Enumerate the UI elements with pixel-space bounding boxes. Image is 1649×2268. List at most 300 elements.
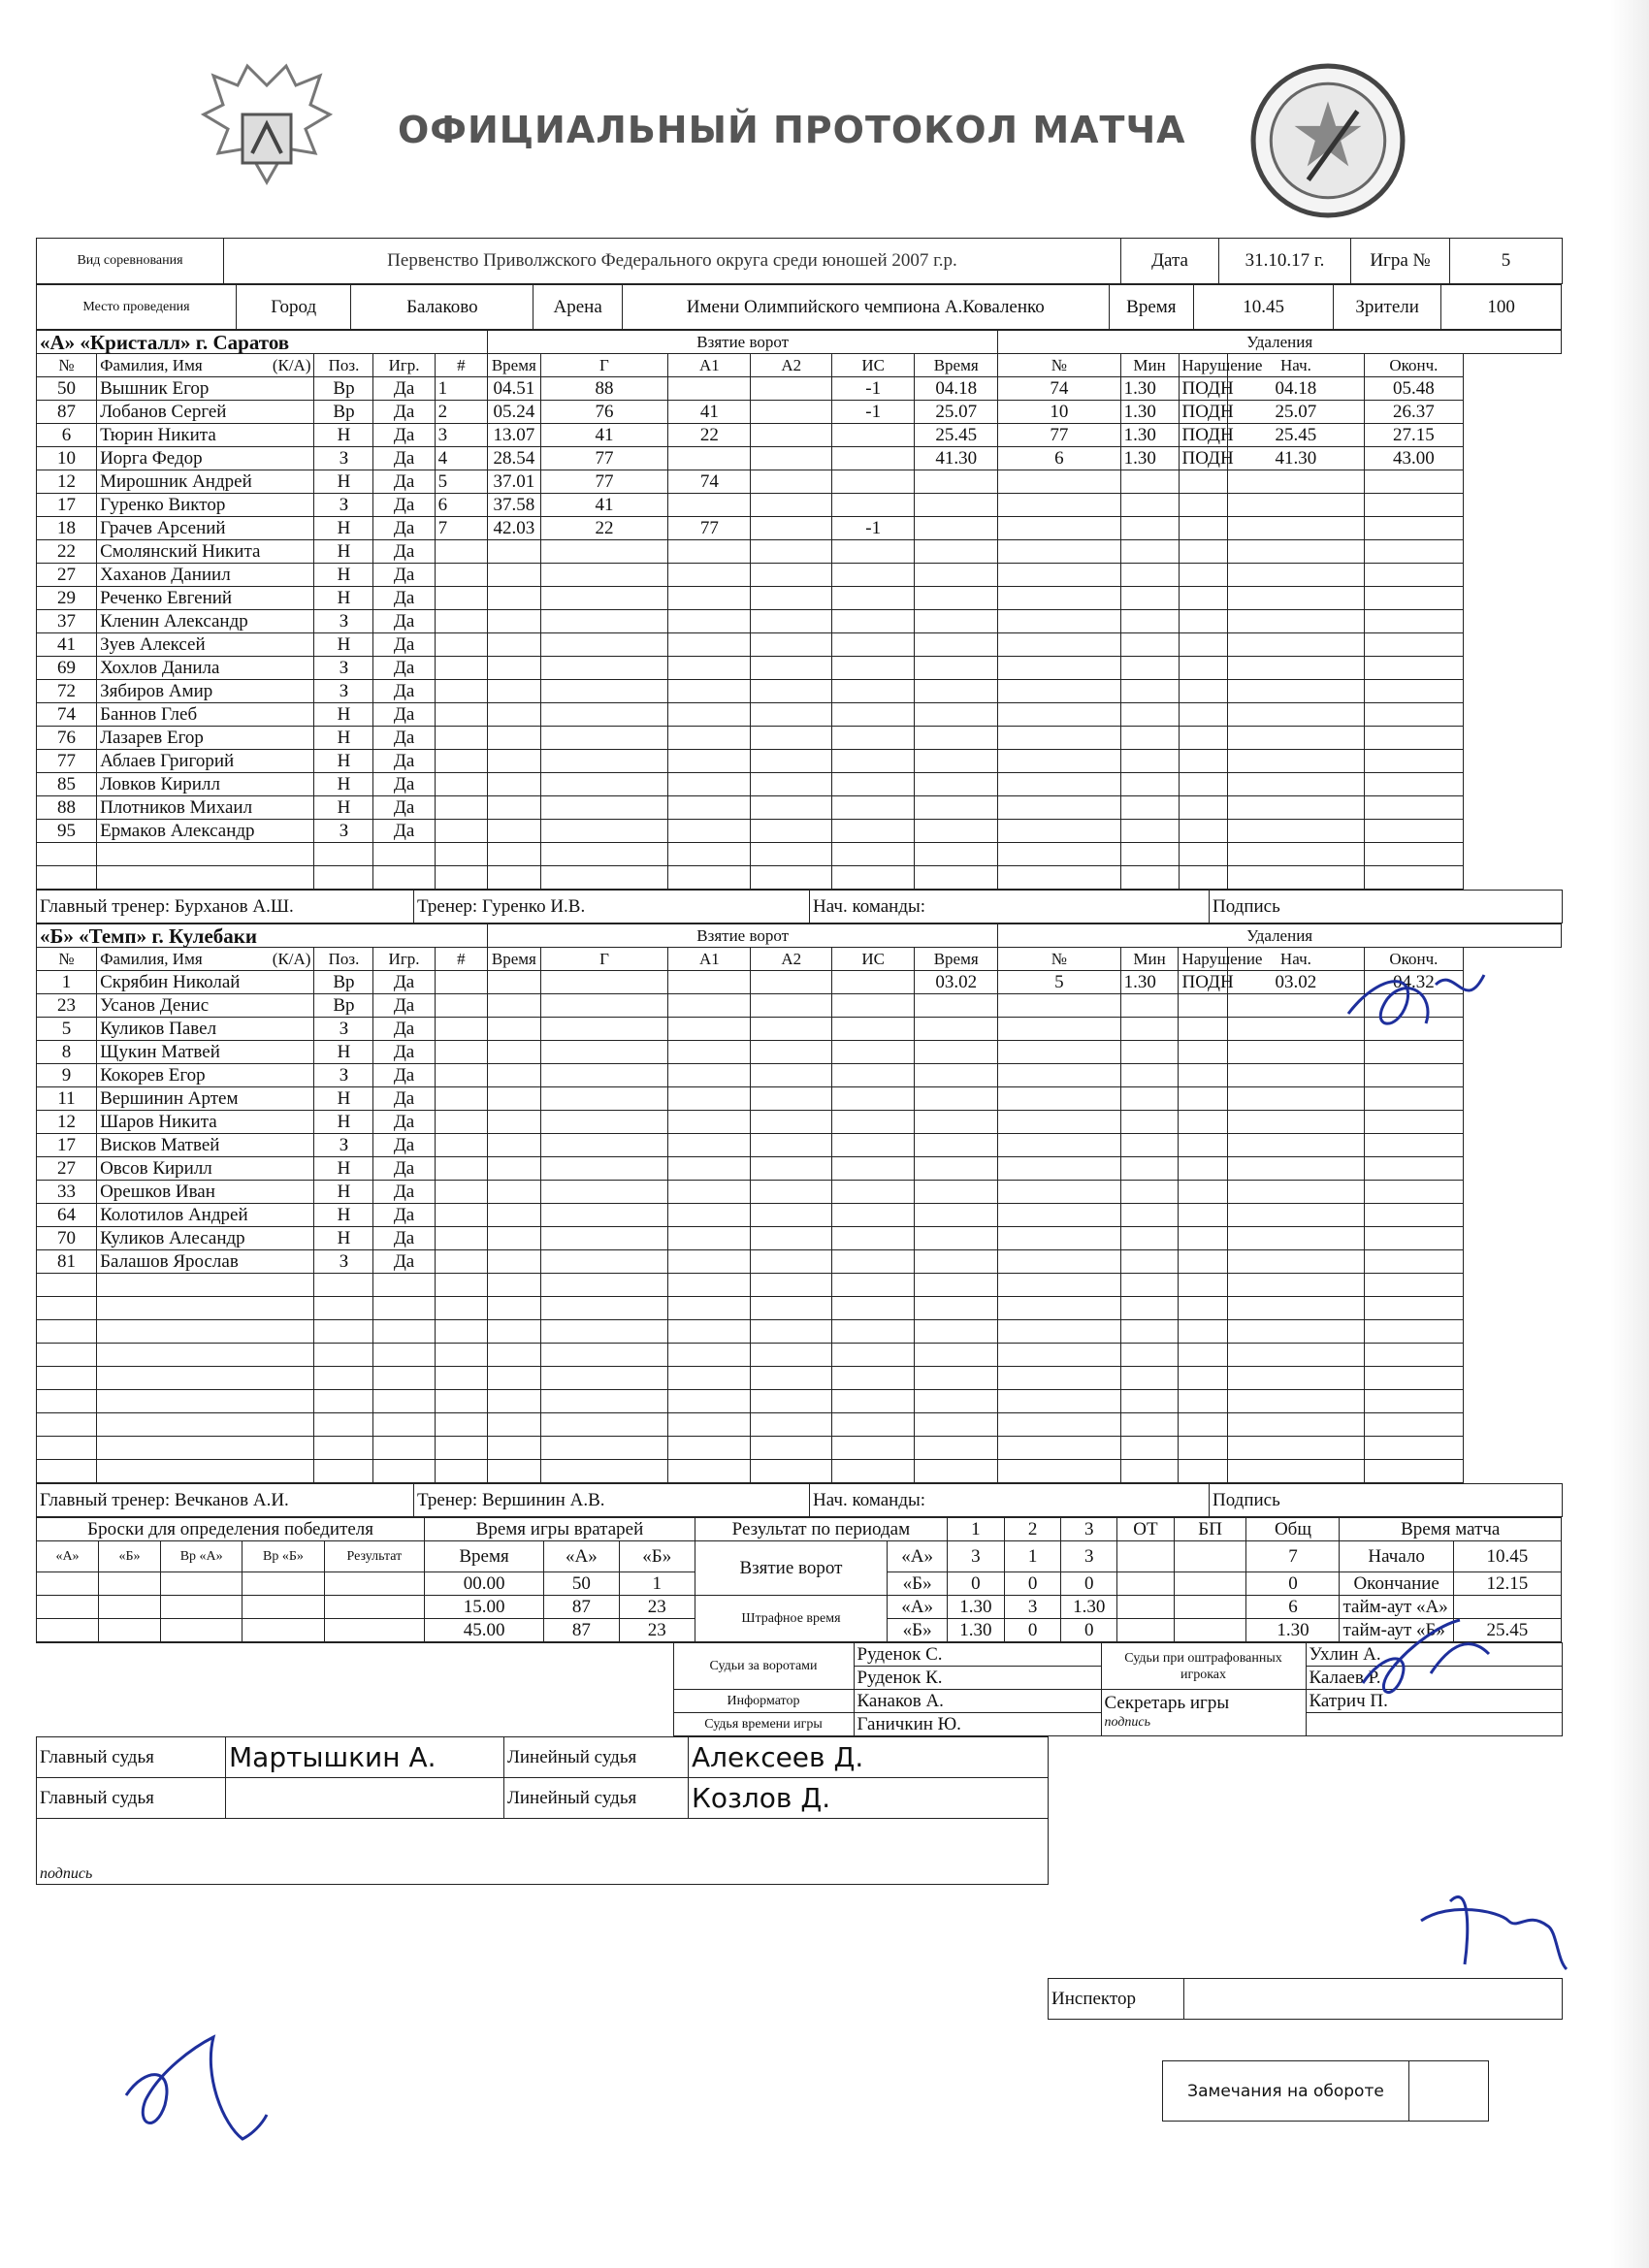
player-played [373, 843, 435, 866]
player-played: Да [373, 540, 435, 564]
team-a-table [36, 330, 1562, 890]
goal-a1 [668, 1018, 751, 1041]
main-referee-1-label: Главный судья [37, 1737, 226, 1778]
goal-time [488, 1413, 540, 1437]
player-pos: З [314, 1064, 373, 1087]
so-cell [37, 1572, 99, 1596]
goal-num [435, 994, 488, 1018]
goal-num [435, 540, 487, 564]
table-row [37, 680, 1562, 703]
inspector-label: Инспектор [1049, 1979, 1184, 2020]
so-cell [99, 1596, 161, 1619]
goal-num [435, 796, 487, 820]
goal-a2 [751, 1367, 832, 1390]
pen-min [1120, 1204, 1179, 1227]
player-name: Щукин Матвей [97, 1041, 314, 1064]
pen-start [1227, 820, 1365, 843]
table-row [37, 1250, 1562, 1274]
player-name [97, 866, 314, 890]
pen-end [1365, 610, 1463, 633]
goal-time [488, 540, 540, 564]
so-cell [242, 1619, 324, 1642]
player-num: 10 [37, 447, 97, 470]
pen-start [1227, 866, 1365, 890]
pen-time [915, 587, 998, 610]
table-row [37, 1064, 1562, 1087]
player-pos: Н [314, 564, 373, 587]
goal-time [488, 633, 540, 657]
pen-num [998, 1018, 1120, 1041]
goal-is [832, 994, 915, 1018]
table-row [37, 1320, 1562, 1344]
pen-start [1227, 1344, 1365, 1367]
pen-num [998, 1227, 1120, 1250]
pen-time [915, 1157, 998, 1181]
pen-end: 04.32 [1365, 971, 1463, 994]
goal-is [832, 1367, 915, 1390]
goal-a2 [751, 1134, 832, 1157]
table-row [37, 773, 1562, 796]
goal-a1 [668, 1181, 751, 1204]
periods-title: Результат по периодам [695, 1518, 947, 1541]
goal-a1 [668, 1111, 751, 1134]
pen-start [1227, 1413, 1365, 1437]
officials-spacer [36, 1690, 673, 1713]
page-title: ОФИЦИАЛЬНЫЙ ПРОТОКОЛ МАТЧА [398, 109, 1186, 151]
player-name [97, 1460, 314, 1483]
goals-b-label: «Б» [888, 1572, 948, 1596]
pen-min [1120, 773, 1179, 796]
goal-a2 [751, 727, 832, 750]
pen-min [1120, 1157, 1179, 1181]
goal-num [435, 1111, 488, 1134]
pen-start [1227, 494, 1365, 517]
goal-num [435, 727, 487, 750]
date-value: 31.10.17 г. [1219, 239, 1351, 284]
pen-end [1365, 633, 1463, 657]
goal-is [832, 1064, 915, 1087]
pen-start [1227, 610, 1365, 633]
col-goal-time: Время [488, 354, 540, 377]
col-pos: Поз. [314, 948, 373, 971]
pen-start [1227, 540, 1365, 564]
pen-infraction [1179, 727, 1227, 750]
col-pen-start: Нач. [1227, 354, 1365, 377]
player-num: 8 [37, 1041, 97, 1064]
pen-time [915, 1437, 998, 1460]
player-num: 11 [37, 1087, 97, 1111]
goal-num [435, 1018, 488, 1041]
pen-end: 27.15 [1365, 424, 1463, 447]
pen-time [915, 657, 998, 680]
team-a-penalties-title: Удаления [998, 331, 1562, 354]
gk-a: 50 [543, 1572, 619, 1596]
table-row [37, 1274, 1562, 1297]
col-goal-num: # [435, 354, 487, 377]
goals-b-p3: 0 [1061, 1572, 1117, 1596]
goal-a1 [668, 1041, 751, 1064]
pen-time [915, 1111, 998, 1134]
player-name: Орешков Иван [97, 1181, 314, 1204]
pen-infraction [1179, 1111, 1227, 1134]
goal-scorer [540, 994, 668, 1018]
pen-b-bp [1174, 1619, 1246, 1642]
goal-time [488, 1041, 540, 1064]
player-pos: Вр [314, 971, 373, 994]
col-goal-a2: А2 [751, 948, 832, 971]
pen-end [1365, 1064, 1463, 1087]
pen-start [1227, 1111, 1365, 1134]
pen-start [1227, 1157, 1365, 1181]
goal-a2 [751, 1018, 832, 1041]
goals-b-bp [1174, 1572, 1246, 1596]
pen-num [998, 587, 1120, 610]
goal-scorer [540, 1274, 668, 1297]
player-pos: Н [314, 1157, 373, 1181]
pen-time [915, 1204, 998, 1227]
pen-time [915, 843, 998, 866]
goal-a1 [668, 564, 751, 587]
player-pos [314, 1274, 373, 1297]
pen-min [1120, 1181, 1179, 1204]
goal-scorer [540, 680, 668, 703]
goal-scorer [540, 1413, 668, 1437]
table-row [37, 971, 1562, 994]
player-pos: Н [314, 1041, 373, 1064]
player-pos: Н [314, 703, 373, 727]
goal-a2 [751, 517, 832, 540]
pen-min [1120, 1227, 1179, 1250]
pen-infraction [1179, 1320, 1227, 1344]
player-played: Да [373, 401, 435, 424]
pen-end [1365, 1250, 1463, 1274]
goal-scorer [540, 773, 668, 796]
pen-num [998, 1274, 1120, 1297]
col-goal-is: ИС [832, 354, 915, 377]
goal-scorer [540, 1157, 668, 1181]
team-a-staff [36, 890, 1563, 923]
player-num: 23 [37, 994, 97, 1018]
player-name: Куликов Алесандр [97, 1227, 314, 1250]
pen-b-p1: 1.30 [948, 1619, 1005, 1642]
table-row [37, 494, 1562, 517]
pen-infraction [1179, 1181, 1227, 1204]
player-num: 17 [37, 1134, 97, 1157]
remarks-checkbox[interactable] [1409, 2061, 1489, 2122]
goal-time [488, 1064, 540, 1087]
goal-is [832, 1344, 915, 1367]
pen-time [915, 1274, 998, 1297]
table-row [37, 1297, 1562, 1320]
goal-is [832, 1390, 915, 1413]
pen-num [998, 470, 1120, 494]
goal-num [435, 633, 487, 657]
goal-is [832, 796, 915, 820]
gk-a-head: «А» [543, 1541, 619, 1572]
city-value: Балаково [351, 285, 534, 330]
team-b-trainer: Тренер: Вершинин А.В. [414, 1484, 810, 1517]
goal-time [488, 750, 540, 773]
col-played: Игр. [373, 354, 435, 377]
player-pos: З [314, 657, 373, 680]
player-played: Да [373, 820, 435, 843]
goals-a-p2: 1 [1004, 1541, 1061, 1572]
player-played: Да [373, 1111, 435, 1134]
pen-infraction [1179, 703, 1227, 727]
pen-num [998, 1320, 1120, 1344]
table-row [37, 587, 1562, 610]
pen-time [915, 820, 998, 843]
goal-scorer [540, 1204, 668, 1227]
pen-row-label: Штрафное время [695, 1596, 887, 1642]
goal-num [435, 1204, 488, 1227]
goal-is [832, 424, 915, 447]
start-label: Начало [1340, 1541, 1453, 1572]
col-pen-start: Нач. [1227, 948, 1365, 971]
pen-end: 05.48 [1365, 377, 1463, 401]
goal-a2 [751, 494, 832, 517]
player-played [373, 1460, 435, 1483]
goal-a2 [751, 866, 832, 890]
goal-is [832, 470, 915, 494]
goal-is [832, 1437, 915, 1460]
line-referee-1: Алексеев Д. [689, 1737, 1049, 1778]
goal-scorer [540, 1041, 668, 1064]
pen-start [1227, 1274, 1365, 1297]
player-played [373, 1437, 435, 1460]
col-name: Фамилия, Имя (К/А) [97, 354, 314, 377]
pen-time: 04.18 [915, 377, 998, 401]
pen-min [1120, 843, 1179, 866]
informer-label: Информатор [673, 1690, 854, 1713]
goal-a2 [751, 377, 832, 401]
pen-a-label: «А» [888, 1596, 948, 1619]
goal-a1: 77 [668, 517, 751, 540]
player-name: Вышник Егор [97, 377, 314, 401]
goal-a2 [751, 1064, 832, 1087]
player-played: Да [373, 657, 435, 680]
pen-num [998, 1437, 1120, 1460]
table-row [37, 610, 1562, 633]
pen-start [1227, 750, 1365, 773]
goal-a1 [668, 540, 751, 564]
goal-a1: 22 [668, 424, 751, 447]
goal-num [435, 1367, 488, 1390]
pen-infraction [1179, 796, 1227, 820]
player-num: 95 [37, 820, 97, 843]
player-pos: Н [314, 1227, 373, 1250]
player-played: Да [373, 424, 435, 447]
pen-num [998, 703, 1120, 727]
pen-start: 25.45 [1227, 424, 1365, 447]
pen-infraction: ПОДН [1179, 447, 1227, 470]
goal-num [435, 1390, 488, 1413]
pen-num [998, 866, 1120, 890]
player-played: Да [373, 796, 435, 820]
pen-infraction: ПОДН [1179, 424, 1227, 447]
goal-num [435, 1227, 488, 1250]
secretary-cell: Секретарь игры подпись [1101, 1690, 1306, 1736]
period-3-head: 3 [1061, 1518, 1117, 1541]
goal-is: -1 [832, 401, 915, 424]
goal-num [435, 1134, 488, 1157]
player-name: Плотников Михаил [97, 796, 314, 820]
table-row [37, 703, 1562, 727]
pen-time [915, 680, 998, 703]
goal-a2 [751, 750, 832, 773]
pen-num [998, 517, 1120, 540]
pen-end [1365, 587, 1463, 610]
player-pos [314, 1460, 373, 1483]
goal-a1 [668, 657, 751, 680]
goal-is [832, 1041, 915, 1064]
pen-num [998, 1344, 1120, 1367]
pen-num: 6 [998, 447, 1120, 470]
goal-time [488, 657, 540, 680]
pen-time [915, 1367, 998, 1390]
pen-end [1365, 773, 1463, 796]
player-played: Да [373, 1157, 435, 1181]
referees-table [36, 1736, 1049, 1885]
player-name [97, 1274, 314, 1297]
team-a-goals-title: Взятие ворот [488, 331, 998, 354]
player-pos: Н [314, 540, 373, 564]
goal-a2 [751, 424, 832, 447]
pen-time [915, 1018, 998, 1041]
player-played: Да [373, 1227, 435, 1250]
pen-start: 25.07 [1227, 401, 1365, 424]
goal-is [832, 866, 915, 890]
pen-infraction [1179, 1227, 1227, 1250]
pen-end [1365, 1181, 1463, 1204]
pen-end [1365, 1087, 1463, 1111]
goal-a1 [668, 1134, 751, 1157]
col-num: № [37, 354, 97, 377]
player-name [97, 1320, 314, 1344]
player-pos [314, 1320, 373, 1344]
pen-infraction [1179, 1460, 1227, 1483]
player-played [373, 1297, 435, 1320]
table-row [37, 540, 1562, 564]
table-row [37, 377, 1562, 401]
pen-start [1227, 773, 1365, 796]
goal-a1 [668, 494, 751, 517]
goal-is [832, 1111, 915, 1134]
so-cell [242, 1572, 324, 1596]
goal-scorer [540, 1181, 668, 1204]
team-b-coach: Главный тренер: Вечканов А.И. [37, 1484, 414, 1517]
pen-num [998, 796, 1120, 820]
goal-scorer [540, 1344, 668, 1367]
goal-is [832, 610, 915, 633]
table-row [37, 1087, 1562, 1111]
team-b-penalties-title: Удаления [998, 924, 1562, 948]
goal-scorer: 77 [540, 447, 668, 470]
goal-a2 [751, 540, 832, 564]
goal-scorer [540, 1437, 668, 1460]
pen-end [1365, 727, 1463, 750]
pen-time [915, 1064, 998, 1087]
pen-time [915, 470, 998, 494]
period-1-head: 1 [948, 1518, 1005, 1541]
player-name [97, 1437, 314, 1460]
goal-time [488, 1134, 540, 1157]
col-goal-a1: А1 [668, 354, 751, 377]
goal-is [832, 540, 915, 564]
goals-a-total: 7 [1246, 1541, 1340, 1572]
pen-time [915, 1087, 998, 1111]
player-name: Баннов Глеб [97, 703, 314, 727]
goal-judge-1: Руденок С. [854, 1643, 1101, 1667]
player-name: Реченко Евгений [97, 587, 314, 610]
pen-infraction [1179, 587, 1227, 610]
so-vrb-head: Вр «Б» [242, 1541, 324, 1572]
arena-label: Арена [534, 285, 623, 330]
pen-num: 10 [998, 401, 1120, 424]
pen-start [1227, 1204, 1365, 1227]
player-played: Да [373, 447, 435, 470]
player-pos [314, 866, 373, 890]
goal-is: -1 [832, 517, 915, 540]
goal-scorer [540, 587, 668, 610]
pen-num [998, 750, 1120, 773]
goal-num [435, 1320, 488, 1344]
pen-num [998, 1413, 1120, 1437]
pen-end [1365, 1227, 1463, 1250]
pen-min [1120, 1460, 1179, 1483]
player-played [373, 1344, 435, 1367]
pen-num [998, 494, 1120, 517]
player-name: Шаров Никита [97, 1111, 314, 1134]
goal-time [488, 866, 540, 890]
gk-a: 87 [543, 1596, 619, 1619]
table-row [37, 1367, 1562, 1390]
pen-start [1227, 703, 1365, 727]
player-played: Да [373, 517, 435, 540]
col-pen-end: Оконч. [1365, 354, 1463, 377]
goal-a2 [751, 1460, 832, 1483]
pen-end [1365, 843, 1463, 866]
player-name: Висков Матвей [97, 1134, 314, 1157]
goal-a2 [751, 843, 832, 866]
goal-time [488, 703, 540, 727]
pen-min [1120, 1250, 1179, 1274]
pen-infraction [1179, 994, 1227, 1018]
pen-min [1120, 1087, 1179, 1111]
pen-time [915, 1413, 998, 1437]
goal-time [488, 773, 540, 796]
goal-a2 [751, 1390, 832, 1413]
goal-num: 3 [435, 424, 487, 447]
goal-a2 [751, 994, 832, 1018]
signature-team-b [1353, 1615, 1508, 1722]
main-referee-2-label: Главный судья [37, 1778, 226, 1819]
pen-end [1365, 1320, 1463, 1344]
gk-a: 87 [543, 1619, 619, 1642]
goal-a2 [751, 447, 832, 470]
team-a-title: «А» «Кристалл» г. Саратов [37, 331, 488, 354]
player-played: Да [373, 377, 435, 401]
player-pos: Вр [314, 377, 373, 401]
team-b-goals-title: Взятие ворот [488, 924, 998, 948]
goal-a1 [668, 1204, 751, 1227]
team-a-trainer: Тренер: Гуренко И.В. [414, 891, 810, 923]
table-row [37, 1204, 1562, 1227]
player-num: 27 [37, 564, 97, 587]
pen-num [998, 1390, 1120, 1413]
player-pos: З [314, 447, 373, 470]
pen-end [1365, 1297, 1463, 1320]
